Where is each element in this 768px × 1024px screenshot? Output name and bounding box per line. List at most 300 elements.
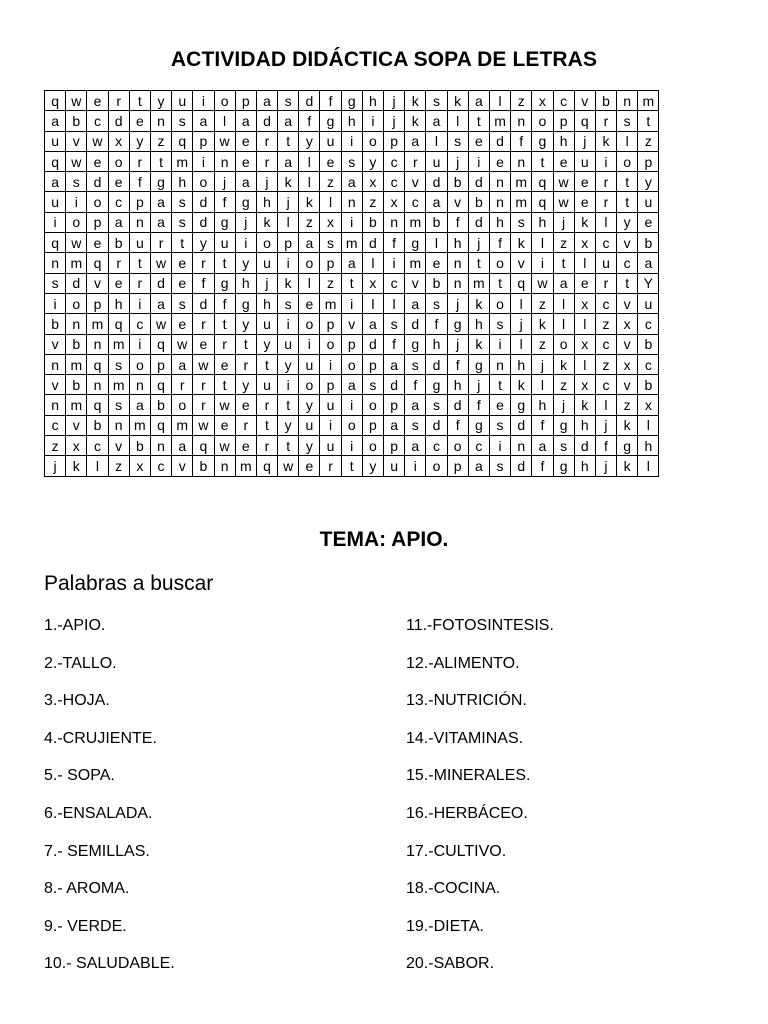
grid-cell: m [66, 253, 87, 273]
grid-cell: l [532, 375, 553, 395]
grid-cell: x [384, 192, 405, 212]
grid-cell: c [595, 293, 616, 313]
grid-cell: v [172, 456, 193, 476]
word-item: 14.-VITAMINAS. [406, 729, 524, 747]
grid-cell: u [384, 456, 405, 476]
grid-cell: n [45, 354, 66, 374]
grid-cell: i [45, 212, 66, 232]
grid-cell: t [489, 375, 510, 395]
grid-cell: d [193, 212, 214, 232]
grid-cell: u [299, 415, 320, 435]
grid-cell: p [638, 151, 659, 171]
grid-cell: r [256, 395, 277, 415]
grid-cell: b [66, 375, 87, 395]
grid-cell: a [45, 172, 66, 192]
grid-cell: a [426, 111, 447, 131]
grid-cell: b [66, 334, 87, 354]
grid-cell: a [553, 273, 574, 293]
word-item: 1.-APIO. [44, 617, 106, 634]
grid-cell: t [278, 131, 299, 151]
grid-cell: j [595, 415, 616, 435]
grid-cell: f [405, 375, 426, 395]
grid-cell: w [214, 395, 235, 415]
grid-cell: x [108, 131, 129, 151]
grid-cell: s [489, 456, 510, 476]
grid-cell: a [256, 91, 277, 111]
grid-cell: b [638, 233, 659, 253]
grid-cell: a [193, 111, 214, 131]
grid-cell: o [341, 415, 362, 435]
grid-cell: q [87, 354, 108, 374]
grid-cell: u [320, 436, 341, 456]
grid-cell: s [553, 436, 574, 456]
grid-cell: h [341, 111, 362, 131]
grid-cell: w [193, 415, 214, 435]
grid-cell: u [426, 151, 447, 171]
grid-cell: o [553, 334, 574, 354]
grid-cell: h [532, 212, 553, 232]
word-item: 18.-COCINA. [406, 880, 501, 898]
grid-cell: s [489, 314, 510, 334]
grid-cell: m [129, 415, 150, 435]
grid-cell: p [129, 192, 150, 212]
grid-cell: w [66, 151, 87, 171]
grid-cell: p [362, 354, 383, 374]
grid-cell: o [489, 293, 510, 313]
grid-cell: i [278, 314, 299, 334]
grid-cell: y [150, 91, 171, 111]
grid-cell: t [256, 415, 277, 435]
word-list-right [406, 615, 554, 991]
grid-cell: n [108, 415, 129, 435]
grid-cell: u [256, 253, 277, 273]
grid-cell: z [638, 131, 659, 151]
grid-cell: j [468, 375, 489, 395]
grid-cell: s [405, 415, 426, 435]
grid-cell: r [405, 151, 426, 171]
grid-cell: i [320, 415, 341, 435]
grid-cell: i [235, 233, 256, 253]
grid-cell: l [278, 212, 299, 232]
grid-cell: j [595, 456, 616, 476]
grid-cell: o [320, 334, 341, 354]
grid-cell: w [150, 314, 171, 334]
grid-cell: l [384, 293, 405, 313]
grid-cell: j [256, 172, 277, 192]
grid-cell: l [532, 233, 553, 253]
grid-cell: n [214, 456, 235, 476]
grid-cell: a [405, 293, 426, 313]
grid-cell: m [235, 456, 256, 476]
grid-cell: f [426, 314, 447, 334]
grid-cell: s [362, 375, 383, 395]
grid-cell: n [66, 314, 87, 334]
grid-cell: h [574, 415, 595, 435]
grid-cell: y [235, 375, 256, 395]
grid-cell: a [278, 111, 299, 131]
grid-cell: x [362, 273, 383, 293]
grid-row [45, 375, 659, 395]
grid-cell: m [511, 192, 532, 212]
grid-cell: a [468, 91, 489, 111]
grid-cell: z [362, 192, 383, 212]
grid-cell: h [362, 91, 383, 111]
grid-cell: a [129, 395, 150, 415]
grid-cell: d [193, 192, 214, 212]
grid-cell: a [341, 375, 362, 395]
grid-cell: u [129, 233, 150, 253]
grid-cell: n [384, 212, 405, 232]
grid-cell: w [87, 131, 108, 151]
grid-cell: f [193, 273, 214, 293]
grid-cell: p [553, 111, 574, 131]
grid-cell: o [299, 375, 320, 395]
grid-cell: s [320, 233, 341, 253]
word-item: 12.-ALIMENTO. [406, 654, 520, 672]
grid-cell: v [66, 415, 87, 435]
word-item: 11.-FOTOSINTESIS. [406, 617, 554, 634]
grid-cell: q [87, 253, 108, 273]
grid-cell: l [617, 131, 638, 151]
grid-cell: p [87, 293, 108, 313]
grid-cell: h [511, 354, 532, 374]
grid-cell: f [299, 111, 320, 131]
grid-cell: l [299, 273, 320, 293]
grid-cell: i [405, 456, 426, 476]
grid-cell: j [384, 111, 405, 131]
grid-cell: t [129, 253, 150, 273]
grid-cell: t [172, 233, 193, 253]
grid-cell: g [214, 273, 235, 293]
grid-cell: s [108, 395, 129, 415]
grid-cell: t [214, 253, 235, 273]
grid-cell: o [214, 91, 235, 111]
grid-cell: t [278, 436, 299, 456]
grid-cell: r [595, 172, 616, 192]
grid-cell: n [150, 111, 171, 131]
grid-cell: v [617, 293, 638, 313]
grid-cell: s [172, 111, 193, 131]
grid-cell: i [489, 436, 510, 456]
grid-cell: e [87, 233, 108, 253]
grid-cell: w [214, 131, 235, 151]
grid-cell: o [617, 151, 638, 171]
grid-cell: k [617, 415, 638, 435]
grid-cell: a [108, 212, 129, 232]
grid-cell: t [617, 172, 638, 192]
grid-cell: o [489, 253, 510, 273]
grid-cell: e [299, 456, 320, 476]
grid-cell: r [256, 131, 277, 151]
grid-cell: q [45, 91, 66, 111]
grid-cell: f [595, 436, 616, 456]
grid-cell: k [511, 375, 532, 395]
grid-cell: s [172, 293, 193, 313]
grid-cell: v [87, 273, 108, 293]
grid-cell: g [150, 172, 171, 192]
grid-cell: u [45, 131, 66, 151]
grid-cell: x [638, 395, 659, 415]
grid-cell: n [45, 395, 66, 415]
grid-cell: c [45, 415, 66, 435]
grid-cell: j [214, 172, 235, 192]
grid-cell: p [193, 131, 214, 151]
grid-cell: o [299, 253, 320, 273]
grid-cell: w [193, 354, 214, 374]
grid-cell: n [447, 253, 468, 273]
grid-cell: a [362, 314, 383, 334]
grid-cell: n [511, 436, 532, 456]
grid-cell: s [172, 212, 193, 232]
grid-row [45, 314, 659, 334]
grid-cell: a [150, 192, 171, 212]
grid-cell: f [447, 354, 468, 374]
word-item: 13.-NUTRICIÓN. [406, 692, 527, 710]
grid-cell: i [362, 111, 383, 131]
grid-cell: k [468, 334, 489, 354]
grid-cell: r [595, 273, 616, 293]
grid-cell: l [553, 314, 574, 334]
grid-cell: d [193, 293, 214, 313]
grid-cell: k [299, 192, 320, 212]
grid-cell: x [574, 375, 595, 395]
grid-cell: k [468, 293, 489, 313]
grid-cell: e [172, 273, 193, 293]
grid-cell: r [150, 233, 171, 253]
grid-cell: x [532, 91, 553, 111]
grid-row [45, 334, 659, 354]
grid-cell: t [617, 273, 638, 293]
grid-cell: o [362, 436, 383, 456]
grid-cell: p [384, 436, 405, 456]
grid-cell: l [426, 233, 447, 253]
page-title: ACTIVIDAD DIDÁCTICA SOPA DE LETRAS [170, 48, 598, 71]
grid-cell: f [447, 415, 468, 435]
grid-cell: e [193, 334, 214, 354]
grid-cell: w [66, 233, 87, 253]
grid-cell: q [256, 456, 277, 476]
grid-cell: h [638, 436, 659, 456]
grid-cell: y [299, 131, 320, 151]
grid-cell: g [405, 334, 426, 354]
grid-cell: t [532, 151, 553, 171]
grid-cell: v [66, 131, 87, 151]
grid-cell: v [617, 334, 638, 354]
word-item: 9.- VERDE. [44, 917, 127, 935]
grid-cell: c [638, 314, 659, 334]
word-list-left [44, 615, 175, 991]
grid-row [45, 293, 659, 313]
grid-cell: d [256, 111, 277, 131]
grid-cell: d [511, 415, 532, 435]
grid-cell: m [405, 212, 426, 232]
grid-cell: z [553, 375, 574, 395]
grid-cell: g [214, 212, 235, 232]
grid-cell: i [299, 334, 320, 354]
grid-cell: m [489, 111, 510, 131]
grid-cell: m [172, 151, 193, 171]
grid-cell: d [426, 172, 447, 192]
grid-cell: o [66, 212, 87, 232]
grid-cell: o [532, 111, 553, 131]
grid-cell: t [468, 253, 489, 273]
grid-cell: r [193, 395, 214, 415]
grid-row [45, 395, 659, 415]
grid-cell: y [362, 456, 383, 476]
grid-cell: t [617, 192, 638, 212]
grid-cell: q [193, 436, 214, 456]
grid-cell: o [362, 131, 383, 151]
grid-cell: c [553, 91, 574, 111]
grid-cell: f [384, 233, 405, 253]
grid-cell: e [235, 395, 256, 415]
grid-cell: q [150, 415, 171, 435]
grid-cell: f [532, 415, 553, 435]
grid-cell: o [108, 151, 129, 171]
word-item: 5.- SOPA. [44, 767, 115, 785]
grid-cell: r [193, 314, 214, 334]
grid-cell: l [595, 395, 616, 415]
grid-cell: k [553, 354, 574, 374]
grid-cell: n [489, 172, 510, 192]
grid-cell: a [150, 293, 171, 313]
grid-cell: t [214, 314, 235, 334]
grid-cell: s [447, 131, 468, 151]
grid-cell: y [235, 253, 256, 273]
grid-cell: y [299, 395, 320, 415]
grid-cell: a [341, 253, 362, 273]
grid-cell: o [87, 192, 108, 212]
grid-row [45, 111, 659, 131]
grid-cell: o [341, 354, 362, 374]
grid-cell: l [489, 91, 510, 111]
grid-cell: k [532, 314, 553, 334]
grid-cell: d [362, 334, 383, 354]
grid-cell: h [256, 192, 277, 212]
grid-cell: q [45, 233, 66, 253]
grid-cell: n [214, 151, 235, 171]
grid-cell: s [617, 111, 638, 131]
grid-cell: x [362, 172, 383, 192]
grid-cell: v [108, 436, 129, 456]
grid-cell: i [66, 192, 87, 212]
grid-cell: l [511, 293, 532, 313]
grid-cell: m [66, 395, 87, 415]
grid-cell: r [595, 111, 616, 131]
grid-cell: b [468, 192, 489, 212]
grid-cell: j [235, 212, 256, 232]
grid-cell: q [45, 151, 66, 171]
grid-cell: v [341, 314, 362, 334]
grid-cell: e [129, 111, 150, 131]
grid-cell: o [299, 314, 320, 334]
grid-row [45, 172, 659, 192]
grid-cell: e [172, 253, 193, 273]
grid-cell: o [256, 233, 277, 253]
grid-cell: k [405, 111, 426, 131]
grid-cell: v [447, 192, 468, 212]
grid-cell: v [574, 91, 595, 111]
grid-cell: m [341, 233, 362, 253]
grid-cell: c [150, 456, 171, 476]
grid-cell: n [447, 273, 468, 293]
grid-row [45, 253, 659, 273]
word-item: 16.-HERBÁCEO. [406, 804, 528, 822]
grid-cell: t [638, 111, 659, 131]
grid-cell: i [193, 151, 214, 171]
grid-cell: r [595, 192, 616, 212]
grid-cell: i [193, 91, 214, 111]
grid-cell: g [553, 456, 574, 476]
grid-cell: a [405, 436, 426, 456]
grid-cell: r [235, 415, 256, 435]
word-item: 17.-CULTIVO. [406, 842, 507, 860]
grid-cell: o [129, 354, 150, 374]
grid-cell: c [617, 253, 638, 273]
grid-cell: y [278, 354, 299, 374]
grid-cell: e [320, 151, 341, 171]
grid-cell: h [574, 456, 595, 476]
grid-cell: d [108, 111, 129, 131]
grid-cell: r [320, 456, 341, 476]
grid-row [45, 233, 659, 253]
grid-cell: e [214, 354, 235, 374]
grid-cell: p [341, 334, 362, 354]
grid-cell: t [489, 273, 510, 293]
grid-cell: r [129, 151, 150, 171]
grid-cell: g [235, 192, 256, 212]
grid-cell: f [532, 456, 553, 476]
grid-cell: e [172, 314, 193, 334]
grid-cell: e [299, 293, 320, 313]
grid-cell: m [511, 172, 532, 192]
grid-cell: n [617, 91, 638, 111]
grid-cell: i [129, 334, 150, 354]
grid-cell: v [617, 375, 638, 395]
grid-cell: g [447, 314, 468, 334]
grid-cell: z [553, 233, 574, 253]
grid-cell: l [299, 151, 320, 171]
grid-cell: k [405, 91, 426, 111]
grid-cell: a [384, 415, 405, 435]
grid-cell: l [447, 111, 468, 131]
grid-cell: n [511, 151, 532, 171]
grid-cell: j [45, 456, 66, 476]
grid-cell: i [278, 375, 299, 395]
grid-row [45, 131, 659, 151]
grid-row [45, 151, 659, 171]
grid-cell: d [489, 131, 510, 151]
grid-cell: w [278, 456, 299, 476]
grid-cell: f [214, 293, 235, 313]
grid-cell: k [278, 273, 299, 293]
grid-cell: g [511, 395, 532, 415]
grid-cell: u [638, 293, 659, 313]
grid-cell: f [447, 212, 468, 232]
word-item: 15.-MINERALES. [406, 767, 531, 785]
grid-cell: p [320, 375, 341, 395]
grid-cell: r [172, 375, 193, 395]
grid-cell: c [405, 192, 426, 212]
grid-cell: r [129, 273, 150, 293]
word-search-grid [44, 90, 659, 477]
grid-cell: p [320, 314, 341, 334]
grid-cell: u [299, 354, 320, 374]
grid-cell: t [553, 253, 574, 273]
grid-cell: s [426, 293, 447, 313]
grid-cell: s [45, 273, 66, 293]
grid-cell: k [511, 233, 532, 253]
